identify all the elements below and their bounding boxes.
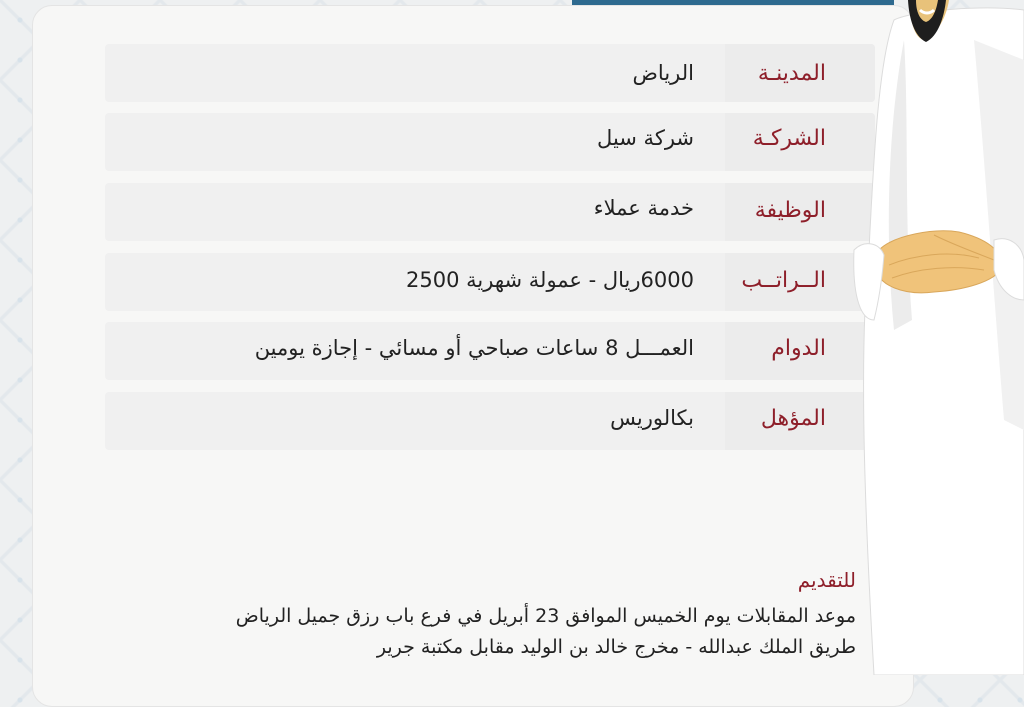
apply-title: للتقديم	[797, 568, 856, 592]
info-row	[105, 392, 875, 450]
job-label: الوظيفة	[754, 198, 826, 223]
job-value: خدمة عملاء	[593, 196, 694, 220]
qualification-value: بكالوريس	[610, 406, 694, 430]
apply-line-1: موعد المقابلات يوم الخميس الموافق 23 أبريل في فرع باب رزق جميل الرياض	[235, 605, 856, 627]
man-in-thobe-icon	[834, 0, 1024, 675]
city-value: الرياض	[632, 61, 694, 85]
hours-label: الدوام	[771, 336, 826, 361]
qualification-label: المؤهل	[760, 406, 826, 431]
hours-value: العمـــل 8 ساعات صباحي أو مسائي - إجازة يومين	[254, 336, 694, 360]
apply-line-2: طريق الملك عبدالله - مخرج خالد بن الوليد مقابل مكتبة جرير	[376, 636, 856, 658]
salary-label: الــراتــب	[741, 268, 826, 293]
company-label: الشركـة	[752, 126, 826, 151]
salary-value: 6000ريال - عمولة شهرية 2500	[406, 268, 694, 292]
city-label: المدينـة	[757, 61, 826, 86]
company-value: شركة سيل	[597, 126, 694, 150]
